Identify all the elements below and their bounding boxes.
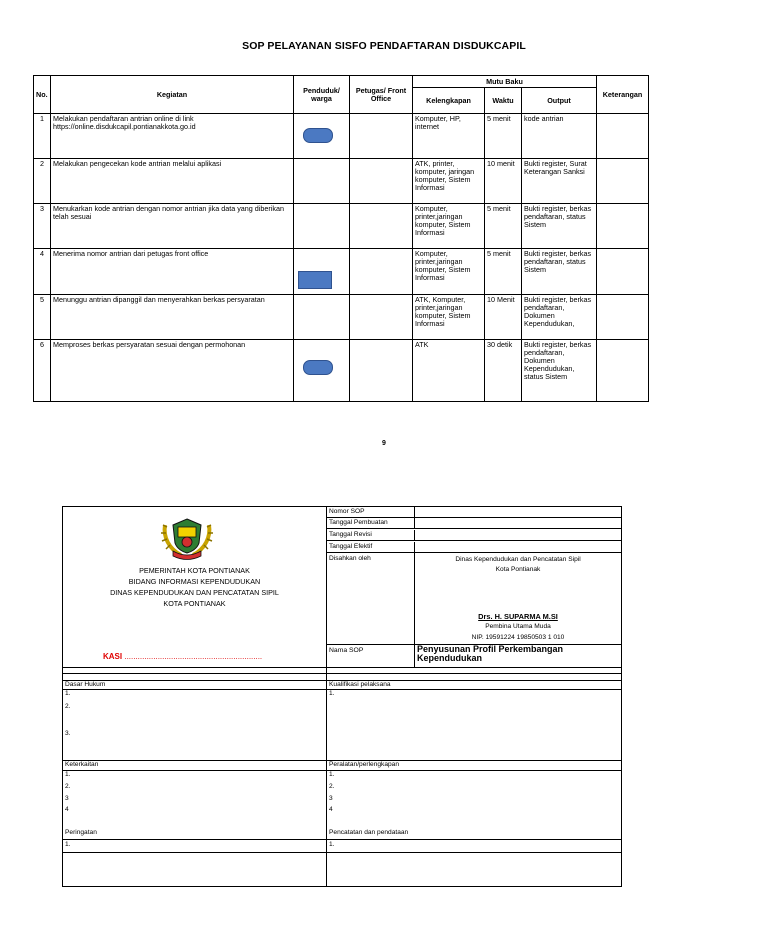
row-output: Bukti register, berkas pendaftaran, Dokumen Kependudukan, status Sistem [522, 340, 597, 402]
dasar-hukum-section [63, 680, 326, 760]
row-output: Bukti register, Surat Keterangan Sanksi [522, 159, 597, 204]
petugas-cell [350, 204, 413, 249]
nama-sop-value: Penyusunan Profil Perkembangan Kependudukan [417, 644, 564, 663]
terminator-shape [303, 360, 333, 375]
row-keterangan [597, 295, 649, 340]
header-keterangan: Keterangan [597, 76, 649, 114]
row-kelengkapan: ATK, printer, komputer, jaringan komputer, Sistem Informasi [413, 159, 485, 204]
row-kelengkapan: ATK [413, 340, 485, 402]
petugas-cell [350, 295, 413, 340]
row-waktu: 5 menit [485, 249, 522, 295]
row-kegiatan: Menerima nomor antrian dari petugas front office [51, 249, 294, 295]
row-keterangan [597, 249, 649, 295]
meta-row [327, 542, 621, 553]
nama-sop-label: Nama SOP [329, 647, 364, 654]
sop-form [62, 506, 622, 887]
kasi-signature-line [103, 652, 262, 661]
row-no: 2 [34, 159, 51, 204]
penduduk-cell [294, 249, 350, 295]
meta-row [327, 530, 621, 541]
list-item: 2. [329, 783, 335, 790]
row-waktu: 5 menit [485, 114, 522, 159]
row-waktu: 10 Menit [485, 295, 522, 340]
kasi-label: KASI [103, 652, 123, 661]
disahkan-label: Disahkan oleh [329, 555, 371, 562]
table-row [34, 249, 649, 295]
row-waktu: 10 menit [485, 159, 522, 204]
row-kelengkapan: Komputer, printer,jaringan komputer, Sistem Informasi [413, 204, 485, 249]
nama-sop-row [327, 644, 621, 668]
table-row [34, 204, 649, 249]
petugas-cell [350, 114, 413, 159]
list-item: 3. [65, 730, 71, 737]
list-item: 3 [329, 795, 333, 802]
row-kegiatan: Menukarkan kode antrian dengan nomor antrian jika data yang diberikan telah sesuai [51, 204, 294, 249]
row-no: 6 [34, 340, 51, 402]
org-line: PEMERINTAH KOTA PONTIANAK [139, 566, 250, 575]
meta-row [327, 518, 621, 529]
list-item: 4 [65, 806, 69, 813]
section-label: Pencatatan dan pendataan [329, 829, 409, 836]
table-row [34, 340, 649, 402]
header-mutu-baku: Mutu Baku [413, 76, 597, 88]
peringatan-section [63, 828, 326, 886]
row-output: Bukti register, berkas pendaftaran, status Sistem [522, 249, 597, 295]
petugas-cell [350, 249, 413, 295]
list-item: 3 [65, 795, 69, 802]
header-output: Output [522, 88, 597, 114]
page-title: SOP PELAYANAN SISFO PENDAFTARAN DISDUKCAPIL [242, 40, 526, 52]
row-kegiatan: Melakukan pendaftaran antrian online di link https://online.disdukcapil.pontianakkota.go.id [51, 114, 294, 159]
row-waktu: 5 menit [485, 204, 522, 249]
row-kegiatan: Memproses berkas persyaratan sesuai dengan permohonan [51, 340, 294, 402]
list-item: 1. [65, 841, 71, 848]
petugas-cell [350, 340, 413, 402]
header-petugas: Petugas/ Front Office [350, 76, 413, 114]
penduduk-cell [294, 295, 350, 340]
sop-table [33, 75, 649, 402]
header-no: No. [34, 76, 51, 114]
row-no: 4 [34, 249, 51, 295]
table-row [34, 114, 649, 159]
section-label: Kualifikasi pelaksana [329, 681, 391, 688]
list-item: 2. [65, 783, 71, 790]
process-shape [298, 271, 332, 289]
header-kelengkapan: Kelengkapan [413, 88, 485, 114]
meta-label: Tanggal Revisi [329, 531, 372, 538]
signer-rank: Pembina Utama Muda [485, 623, 551, 630]
signer-nip: NIP. 19591224 19850503 1 010 [471, 634, 565, 641]
list-item: 4 [329, 806, 333, 813]
row-no: 3 [34, 204, 51, 249]
list-item: 1. [329, 690, 335, 697]
table-row [34, 295, 649, 340]
petugas-cell [350, 159, 413, 204]
approval-org: Kota Pontianak [495, 566, 541, 573]
signer-name: Drs. H. SUPARMA M.SI [478, 612, 558, 621]
row-keterangan [597, 114, 649, 159]
section-label: Keterkaitan [65, 761, 99, 768]
table-row [34, 159, 649, 204]
kasi-dots: .............................................................. [122, 652, 263, 661]
row-no: 5 [34, 295, 51, 340]
header-penduduk: Penduduk/ warga [294, 76, 350, 114]
meta-row [327, 507, 621, 518]
penduduk-cell [294, 159, 350, 204]
list-item: 2. [65, 703, 71, 710]
section-label: Peralatan/perlengkapan [329, 761, 400, 768]
pontianak-emblem-icon [159, 515, 215, 561]
row-output: Bukti register, berkas pendaftaran, status Sistem [522, 204, 597, 249]
penduduk-cell [294, 114, 350, 159]
section-label: Peringatan [65, 829, 97, 836]
row-kegiatan: Menunggu antrian dipanggil dan menyerahkan berkas persyaratan [51, 295, 294, 340]
header-waktu: Waktu [485, 88, 522, 114]
row-kelengkapan: Komputer, HP, internet [413, 114, 485, 159]
page-number: 9 [382, 440, 386, 447]
meta-label: Tanggal Efektif [329, 543, 373, 550]
pencatatan-section [327, 828, 621, 886]
meta-label: Tanggal Pembuatan [329, 519, 388, 526]
org-line: BIDANG INFORMASI KEPENDUDUKAN [128, 577, 261, 586]
approval-block [327, 554, 621, 645]
organization-block [63, 565, 326, 609]
row-output: kode antrian [522, 114, 597, 159]
header-kegiatan: Kegiatan [51, 76, 294, 114]
kualifikasi-section [327, 680, 621, 760]
row-waktu: 30 detik [485, 340, 522, 402]
list-item: 1. [329, 771, 335, 778]
penduduk-cell [294, 340, 350, 402]
org-line: KOTA PONTIANAK [163, 599, 226, 608]
list-item: 1. [329, 841, 335, 848]
row-kelengkapan: Komputer, printer,jaringan komputer, Sistem Informasi [413, 249, 485, 295]
row-keterangan [597, 204, 649, 249]
row-no: 1 [34, 114, 51, 159]
penduduk-cell [294, 204, 350, 249]
row-output: Bukti register, berkas pendaftaran, Dokumen Kependudukan, [522, 295, 597, 340]
row-kelengkapan: ATK, Komputer, printer,jaringan komputer, Sistem Informasi [413, 295, 485, 340]
row-keterangan [597, 159, 649, 204]
terminator-shape [303, 128, 333, 143]
row-kegiatan: Melakukan pengecekan kode antrian melalui aplikasi [51, 159, 294, 204]
list-item: 1. [65, 771, 71, 778]
list-item: 1. [65, 690, 71, 697]
section-label: Dasar Hukum [65, 681, 106, 688]
approval-org: Dinas Kependudukan dan Pencatatan Sipil [455, 556, 581, 563]
meta-label: Nomor SOP [329, 508, 365, 515]
row-keterangan [597, 340, 649, 402]
org-line: DINAS KEPENDUDUKAN DAN PENCATATAN SIPIL [110, 588, 279, 597]
